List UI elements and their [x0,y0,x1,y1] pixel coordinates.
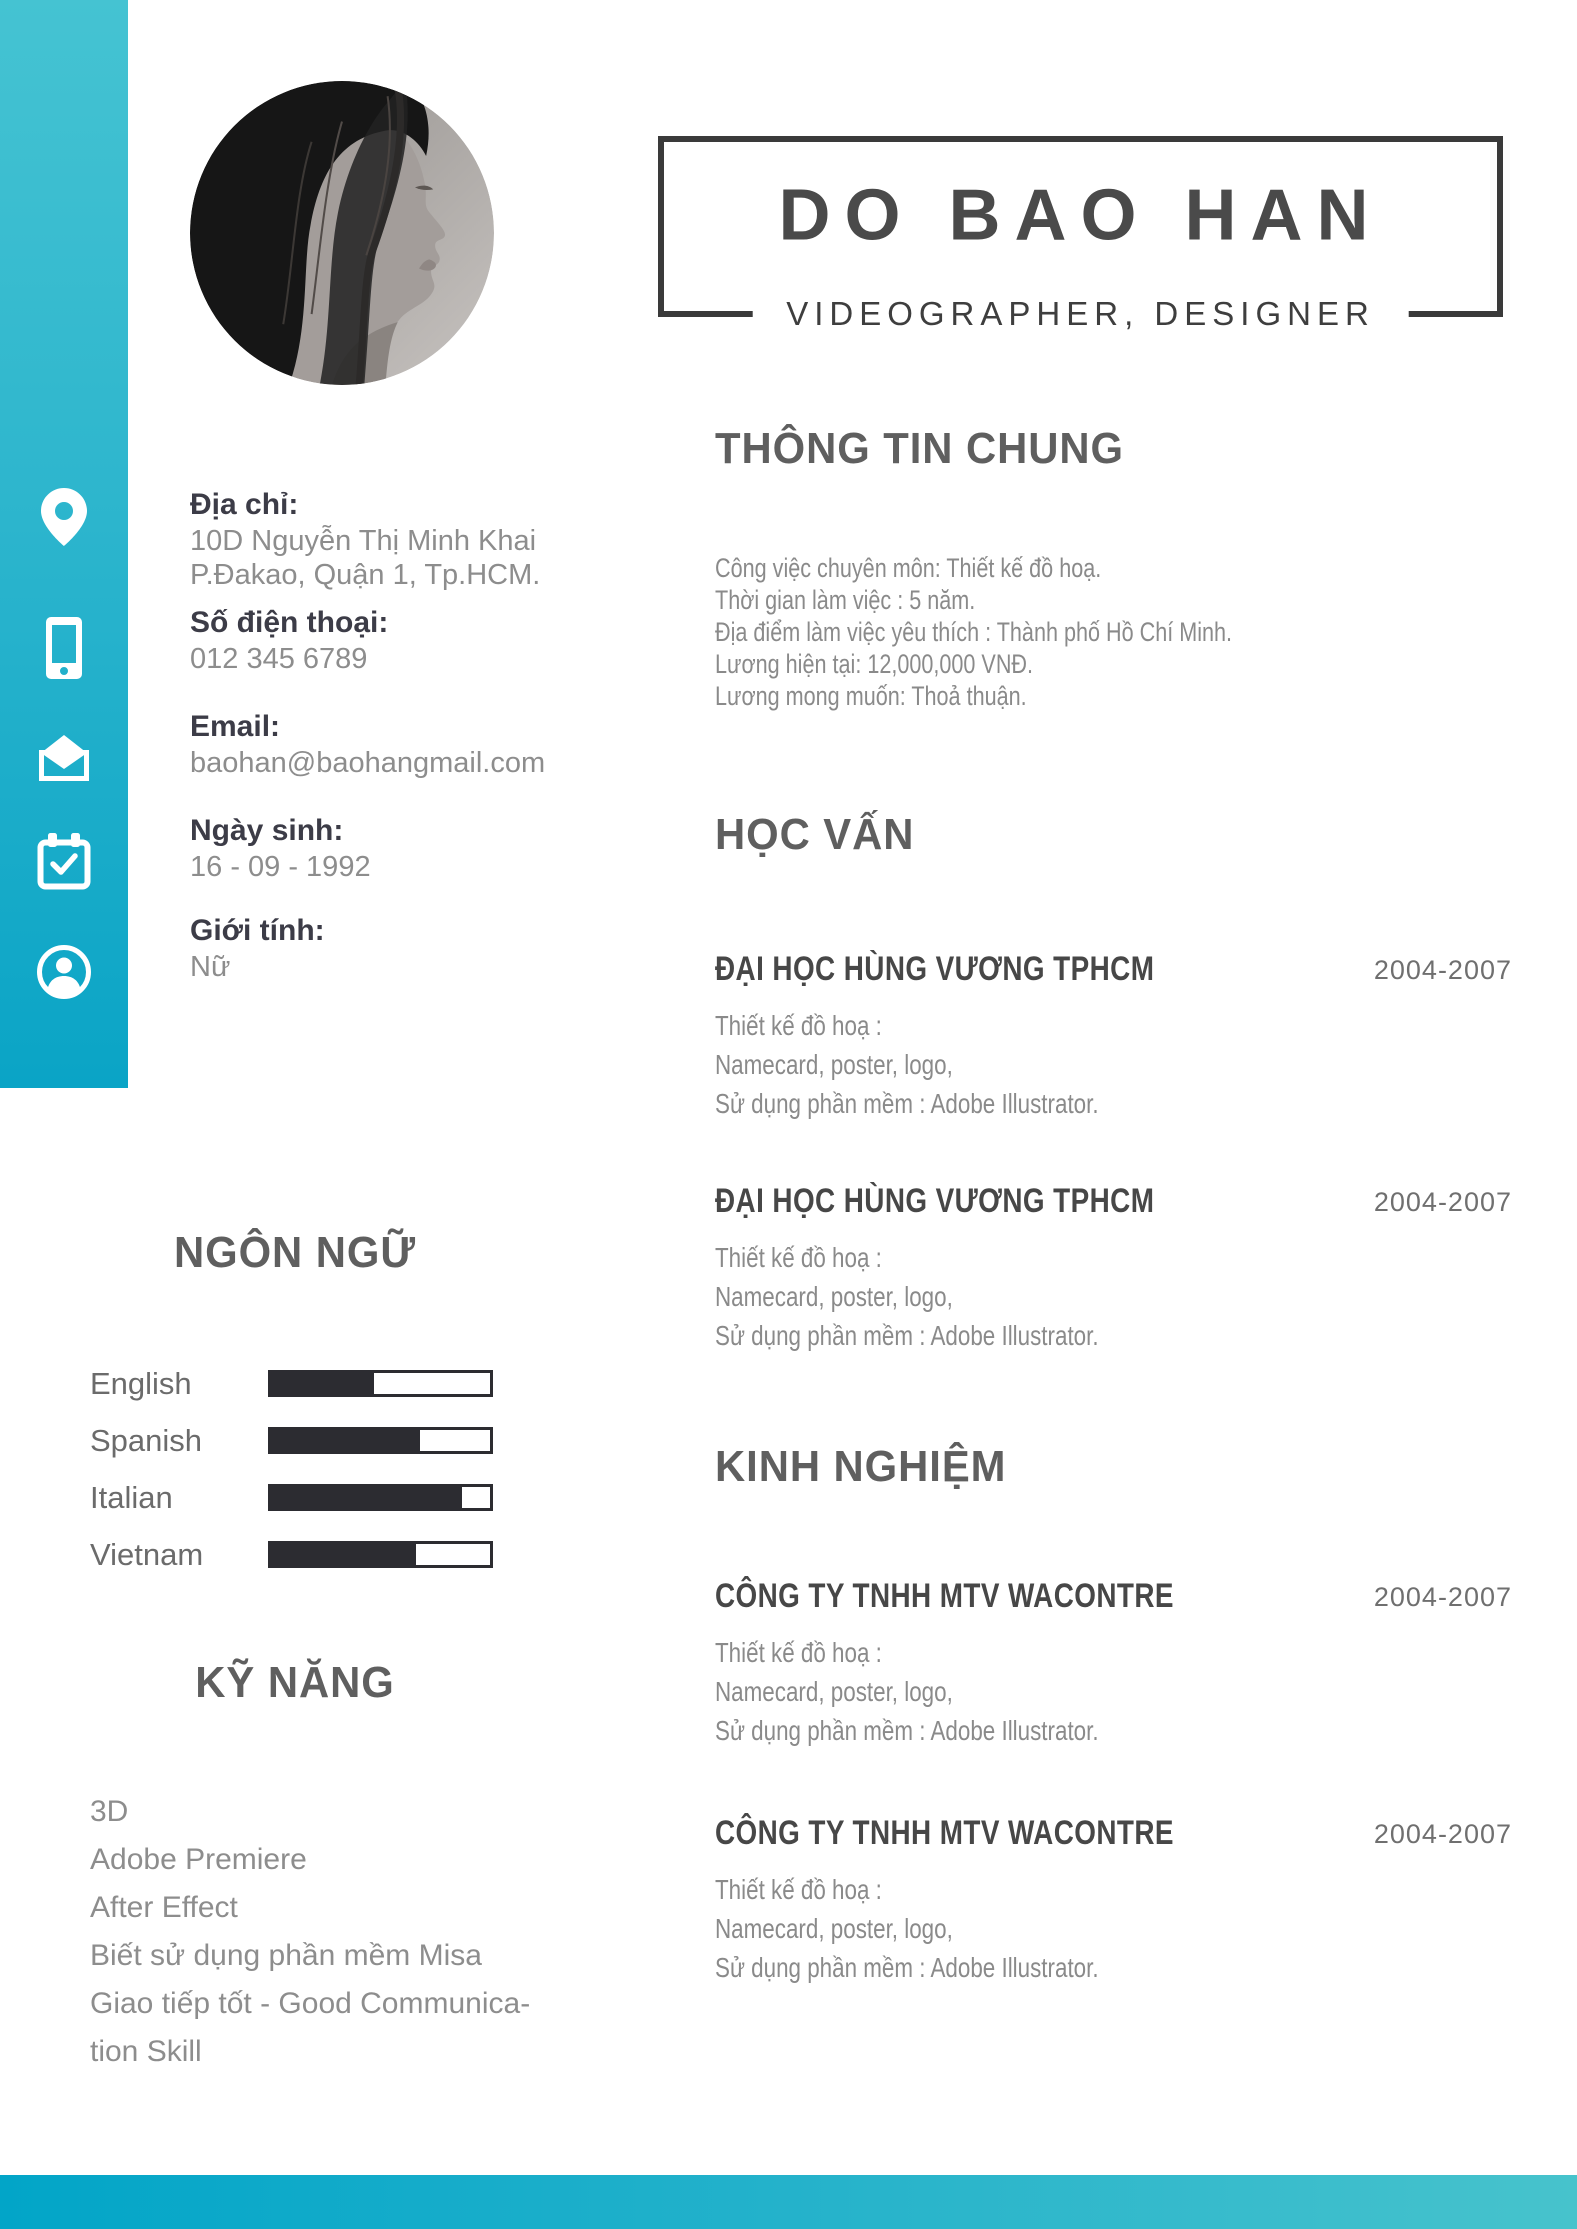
profile-photo [190,81,494,385]
header-name-box [658,136,1503,332]
entry-title: CÔNG TY TNHH MTV WACONTRE [715,1577,1174,1615]
entry-line: Namecard, poster, logo, [715,1913,953,1944]
general-info-list [715,552,1232,712]
entry-period: 2004-2007 [1373,1819,1512,1849]
info-line: Thời gian làm việc : 5 năm. [715,585,976,615]
skill-item: Biết sử dụng phần mềm Misa [90,1939,482,1972]
experience-entry [715,1577,1512,1750]
info-line: Công việc chuyên môn: Thiết kế đồ hoạ. [715,553,1102,583]
language-name: English [90,1365,192,1401]
entry-body [715,1633,1353,1750]
contact-email [190,708,610,780]
user-icon [36,944,92,1000]
smartphone-icon [46,617,82,679]
contact-label: Ngày sinh: [190,814,344,847]
calendar-icon [36,833,92,891]
entry-period: 2004-2007 [1373,1582,1512,1612]
language-row [90,1479,500,1515]
entry-line: Sử dụng phần mềm : Adobe Illustrator. [715,1088,1099,1119]
skill-item: After Effect [90,1891,238,1924]
section-title-education: HỌC VẤN [715,810,915,859]
entry-body [715,1006,1353,1123]
skills-list [90,1788,530,2076]
contact-value: 012 345 6789 [190,643,368,675]
contact-label: Giới tính: [190,914,325,947]
contact-phone [190,604,610,676]
footer-accent-bar [0,2175,1577,2229]
entry-line: Thiết kế đồ hoạ : [715,1010,882,1041]
entry-line: Thiết kế đồ hoạ : [715,1242,882,1273]
contact-value: P.Đakao, Quận 1, Tp.HCM. [190,559,541,591]
contact-value: Nữ [190,951,231,983]
skill-item: Adobe Premiere [90,1843,307,1876]
language-row [90,1365,500,1401]
section-title-general: THÔNG TIN CHUNG [715,424,1125,473]
entry-line: Thiết kế đồ hoạ : [715,1874,882,1905]
person-title: VIDEOGRAPHER, DESIGNER [752,293,1409,335]
contact-value: 16 - 09 - 1992 [190,851,371,883]
contact-label: Email: [190,710,281,743]
education-entry [715,1182,1512,1355]
entry-title: ĐẠI HỌC HÙNG VƯƠNG TPHCM [715,950,1155,988]
entry-body [715,1238,1353,1355]
language-level-fill [271,1544,416,1565]
section-title-languages: NGÔN NGỮ [173,1228,416,1277]
education-entry [715,950,1512,1123]
skill-item: Giao tiếp tốt - Good Communica- [90,1987,531,2020]
info-line: Lương hiện tại: 12,000,000 VNĐ. [715,649,1034,679]
language-level-bar [268,1370,493,1397]
language-level-fill [271,1430,420,1451]
entry-title: ĐẠI HỌC HÙNG VƯƠNG TPHCM [715,1182,1155,1220]
contact-birthday [190,812,610,884]
entry-body [715,1870,1353,1987]
contact-value: 10D Nguyễn Thị Minh Khai [190,525,537,557]
language-row [90,1422,500,1458]
entry-line: Namecard, poster, logo, [715,1676,953,1707]
contact-value: baohan@baohangmail.com [190,747,546,779]
contact-label: Địa chỉ: [190,488,299,521]
location-pin-icon [39,487,89,547]
info-line: Lương mong muốn: Thoả thuận. [715,681,1027,711]
entry-period: 2004-2007 [1373,1187,1512,1217]
language-level-bar [268,1541,493,1568]
person-name: DO BAO HAN [778,175,1383,256]
entry-title: CÔNG TY TNHH MTV WACONTRE [715,1814,1174,1852]
skill-item: tion Skill [90,2035,202,2068]
entry-line: Thiết kế đồ hoạ : [715,1637,882,1668]
entry-line: Namecard, poster, logo, [715,1049,953,1080]
info-line: Địa điểm làm việc yêu thích : Thành phố Hồ Chí Minh. [715,617,1233,647]
language-name: Spanish [90,1422,203,1458]
language-name: Vietnam [90,1536,204,1572]
skill-item: 3D [90,1795,129,1828]
envelope-icon [36,733,92,781]
contact-label: Số điện thoại: [190,606,389,639]
language-name: Italian [90,1479,173,1515]
section-title-experience: KINH NGHIỆM [715,1442,1007,1491]
section-title-skills: KỸ NĂNG [195,1658,395,1707]
language-level-bar [268,1484,493,1511]
sidebar [0,0,128,1088]
entry-line: Namecard, poster, logo, [715,1281,953,1312]
entry-line: Sử dụng phần mềm : Adobe Illustrator. [715,1320,1099,1351]
contact-address [190,486,610,592]
language-level-fill [271,1373,374,1394]
contact-gender [190,912,610,984]
entry-line: Sử dụng phần mềm : Adobe Illustrator. [715,1952,1099,1983]
entry-period: 2004-2007 [1373,955,1512,985]
language-level-fill [271,1487,462,1508]
experience-entry [715,1814,1512,1987]
language-level-bar [268,1427,493,1454]
entry-line: Sử dụng phần mềm : Adobe Illustrator. [715,1715,1099,1746]
language-row [90,1536,500,1572]
